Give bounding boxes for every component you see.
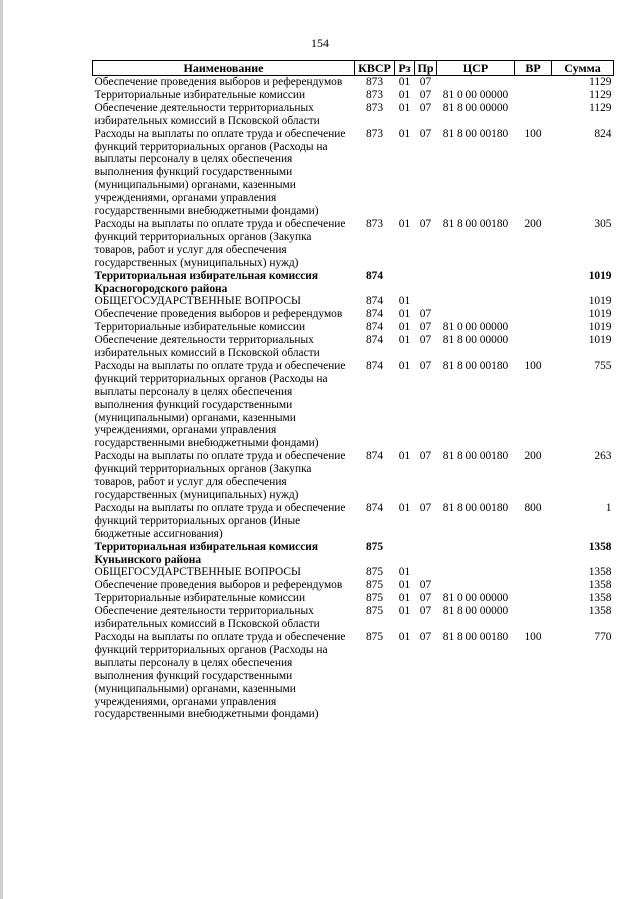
cell-kvsr: 873 — [365, 127, 384, 140]
cell-rz: 01 — [398, 605, 411, 618]
cell-rz: 01 — [398, 127, 411, 140]
cell-name: Обеспечение проведения выборов и референдумов — [94, 308, 343, 321]
cell-pr: 07 — [419, 101, 432, 114]
cell-vr — [515, 334, 552, 360]
header-sum: Сумма — [552, 61, 614, 76]
cell-sum: 1019 — [588, 308, 612, 321]
cell-sum: 1019 — [588, 295, 612, 308]
table-row — [93, 89, 614, 102]
cell-csr: 81 8 00 00000 — [442, 334, 509, 347]
cell-name: Территориальные избирательные комиссии — [94, 592, 306, 605]
table-row — [93, 450, 614, 502]
cell-name: Расходы на выплаты по оплате труда и обеспечение функций территориальных органов (Иные бюджетные ассигнования) — [94, 501, 346, 540]
cell-name: Обеспечение проведения выборов и референдумов — [94, 76, 343, 88]
cell-rz: 01 — [398, 592, 411, 605]
table-row — [93, 308, 614, 321]
cell-name: Территориальные избирательные комиссии — [94, 88, 306, 101]
cell-rz — [395, 541, 415, 567]
cell-kvsr: 875 — [365, 605, 384, 618]
table-row — [93, 295, 614, 308]
cell-rz: 01 — [398, 630, 411, 643]
cell-kvsr: 874 — [365, 269, 384, 282]
cell-pr: 07 — [419, 308, 432, 321]
cell-csr — [437, 579, 515, 592]
cell-vr — [515, 321, 552, 334]
cell-vr — [515, 102, 552, 128]
cell-kvsr: 875 — [365, 566, 384, 579]
table-row — [93, 360, 614, 450]
cell-vr — [515, 566, 552, 579]
cell-pr: 07 — [419, 605, 432, 618]
cell-sum: 1129 — [589, 88, 612, 101]
cell-name: Обеспечение проведения выборов и референдумов — [94, 579, 343, 592]
cell-vr — [515, 308, 552, 321]
cell-sum: 263 — [594, 450, 612, 463]
cell-csr: 81 0 00 00000 — [442, 88, 509, 101]
header-name: Наименование — [93, 61, 355, 76]
cell-kvsr: 874 — [365, 359, 384, 372]
cell-vr — [515, 76, 552, 89]
cell-sum: 1358 — [588, 566, 612, 579]
cell-sum: 1019 — [588, 321, 612, 334]
cell-kvsr: 873 — [365, 76, 384, 88]
cell-csr: 81 8 00 00180 — [442, 359, 509, 372]
cell-csr: 81 8 00 00180 — [442, 450, 509, 463]
cell-kvsr: 873 — [365, 217, 384, 230]
cell-rz: 01 — [398, 321, 411, 334]
cell-name: Расходы на выплаты по оплате труда и обеспечение функций территориальных органов (Расходы на выплаты персоналу в целях обеспечения выполнения функций государственными (муниципальными) органами, казенными учреждениями, органами управления государственными внебюджетными фондами) — [94, 630, 346, 721]
cell-csr: 81 8 00 00180 — [442, 127, 509, 140]
cell-sum: 1019 — [588, 334, 612, 347]
table-row — [93, 566, 614, 579]
cell-pr: 07 — [419, 127, 432, 140]
cell-sum: 1129 — [589, 76, 612, 88]
scan-edge — [0, 0, 3, 899]
header-pr: Пр — [415, 61, 437, 76]
cell-vr — [515, 270, 552, 296]
cell-kvsr: 874 — [365, 334, 384, 347]
cell-sum: 824 — [594, 127, 612, 140]
table-row — [93, 541, 614, 567]
cell-sum: 1 — [605, 501, 612, 514]
cell-rz: 01 — [398, 579, 411, 592]
cell-pr: 07 — [419, 217, 432, 230]
cell-name: Обеспечение деятельности территориальных избирательных комиссий в Псковской области — [94, 334, 320, 360]
cell-kvsr: 874 — [365, 295, 384, 308]
table-row — [93, 270, 614, 296]
cell-rz: 01 — [398, 501, 411, 514]
cell-vr: 100 — [524, 630, 542, 643]
header-vr: ВР — [515, 61, 552, 76]
cell-kvsr: 875 — [365, 630, 384, 643]
cell-kvsr: 874 — [365, 450, 384, 463]
table-row — [93, 631, 614, 721]
cell-csr: 81 8 00 00180 — [442, 630, 509, 643]
cell-vr — [515, 295, 552, 308]
table-row — [93, 76, 614, 89]
table-row — [93, 321, 614, 334]
cell-sum: 1358 — [588, 579, 612, 592]
cell-csr: 81 8 00 00000 — [442, 605, 509, 618]
cell-rz: 01 — [398, 217, 411, 230]
cell-rz: 01 — [398, 295, 411, 308]
cell-pr: 07 — [419, 321, 432, 334]
cell-kvsr: 874 — [365, 321, 384, 334]
cell-pr: 07 — [419, 579, 432, 592]
cell-kvsr: 873 — [365, 88, 384, 101]
header-rz: Рз — [395, 61, 415, 76]
header-csr: ЦСР — [437, 61, 515, 76]
cell-csr — [437, 76, 515, 89]
cell-name: Обеспечение деятельности территориальных избирательных комиссий в Псковской области — [94, 605, 320, 631]
cell-csr — [437, 541, 515, 567]
cell-pr: 07 — [419, 450, 432, 463]
cell-pr: 07 — [419, 88, 432, 101]
cell-vr: 100 — [524, 127, 542, 140]
page-number: 154 — [311, 36, 329, 50]
cell-name: Территориальная избирательная комиссия Куньинского района — [94, 540, 318, 566]
cell-sum: 1019 — [588, 269, 612, 282]
cell-kvsr: 873 — [365, 101, 384, 114]
cell-pr: 07 — [419, 501, 432, 514]
table-header-row — [93, 61, 614, 76]
table-row — [93, 102, 614, 128]
cell-rz: 01 — [398, 76, 411, 88]
cell-name: Расходы на выплаты по оплате труда и обеспечение функций территориальных органов (Расходы на выплаты персоналу в целях обеспечения выполнения функций государственными (муниципальными) органами, казенными учреждениями, органами управления государственными внебюджетными фондами) — [94, 127, 346, 218]
cell-vr: 200 — [524, 217, 542, 230]
cell-pr — [415, 295, 437, 308]
cell-kvsr: 874 — [365, 501, 384, 514]
table-row — [93, 218, 614, 270]
table-row — [93, 128, 614, 218]
cell-pr: 07 — [419, 592, 432, 605]
cell-name: Расходы на выплаты по оплате труда и обеспечение функций территориальных органов (Закупка товаров, работ и услуг для обеспечения государственных (муниципальных) нужд) — [94, 450, 346, 501]
cell-vr — [515, 592, 552, 605]
cell-pr — [415, 270, 437, 296]
cell-kvsr: 874 — [365, 308, 384, 321]
cell-name: Территориальные избирательные комиссии — [94, 321, 306, 334]
cell-csr: 81 8 00 00000 — [442, 101, 509, 114]
cell-rz: 01 — [398, 334, 411, 347]
cell-sum: 1358 — [588, 592, 612, 605]
cell-kvsr: 875 — [365, 592, 384, 605]
table-row — [93, 334, 614, 360]
cell-vr — [515, 541, 552, 567]
cell-rz: 01 — [398, 308, 411, 321]
cell-vr: 100 — [524, 359, 542, 372]
cell-rz: 01 — [398, 101, 411, 114]
cell-csr: 81 0 00 00000 — [442, 321, 509, 334]
cell-pr: 07 — [419, 630, 432, 643]
cell-sum: 1358 — [588, 605, 612, 618]
cell-name: Территориальная избирательная комиссия Красногородского района — [94, 269, 318, 295]
cell-pr — [415, 541, 437, 567]
cell-rz: 01 — [398, 359, 411, 372]
cell-pr: 07 — [419, 334, 432, 347]
cell-sum: 305 — [594, 217, 612, 230]
cell-kvsr: 875 — [365, 579, 384, 592]
cell-sum: 1129 — [589, 101, 612, 114]
cell-pr — [415, 566, 437, 579]
cell-vr — [515, 89, 552, 102]
table-row — [93, 502, 614, 541]
cell-csr — [437, 308, 515, 321]
cell-name: Расходы на выплаты по оплате труда и обеспечение функций территориальных органов (Расходы на выплаты персоналу в целях обеспечения выполнения функций государственными (муниципальными) органами, казенными учреждениями, органами управления государственными внебюджетными фондами) — [94, 359, 346, 450]
cell-csr — [437, 295, 515, 308]
cell-vr — [515, 605, 552, 631]
cell-rz: 01 — [398, 450, 411, 463]
cell-rz: 01 — [398, 566, 411, 579]
cell-pr: 07 — [419, 76, 432, 88]
cell-name: Расходы на выплаты по оплате труда и обеспечение функций территориальных органов (Закупка товаров, работ и услуг для обеспечения государственных (муниципальных) нужд) — [94, 217, 346, 269]
cell-csr — [437, 270, 515, 296]
table-row — [93, 605, 614, 631]
cell-csr: 81 8 00 00180 — [442, 217, 509, 230]
cell-sum: 770 — [594, 630, 612, 643]
table-body — [93, 76, 614, 722]
cell-name: ОБЩЕГОСУДАРСТВЕННЫЕ ВОПРОСЫ — [94, 566, 301, 579]
cell-rz: 01 — [398, 88, 411, 101]
cell-pr: 07 — [419, 359, 432, 372]
cell-name: Обеспечение деятельности территориальных избирательных комиссий в Псковской области — [94, 101, 320, 127]
cell-csr — [437, 566, 515, 579]
table-row — [93, 592, 614, 605]
cell-vr: 800 — [524, 501, 542, 514]
cell-kvsr: 875 — [365, 540, 384, 553]
cell-vr: 200 — [524, 450, 542, 463]
cell-csr: 81 8 00 00180 — [442, 501, 509, 514]
cell-vr — [515, 579, 552, 592]
table-row — [93, 579, 614, 592]
header-kvsr: КВСР — [355, 61, 395, 76]
cell-name: ОБЩЕГОСУДАРСТВЕННЫЕ ВОПРОСЫ — [94, 295, 301, 308]
cell-sum: 755 — [594, 359, 612, 372]
cell-rz — [395, 270, 415, 296]
budget-table — [92, 60, 614, 721]
cell-csr: 81 0 00 00000 — [442, 592, 509, 605]
cell-sum: 1358 — [588, 540, 612, 553]
